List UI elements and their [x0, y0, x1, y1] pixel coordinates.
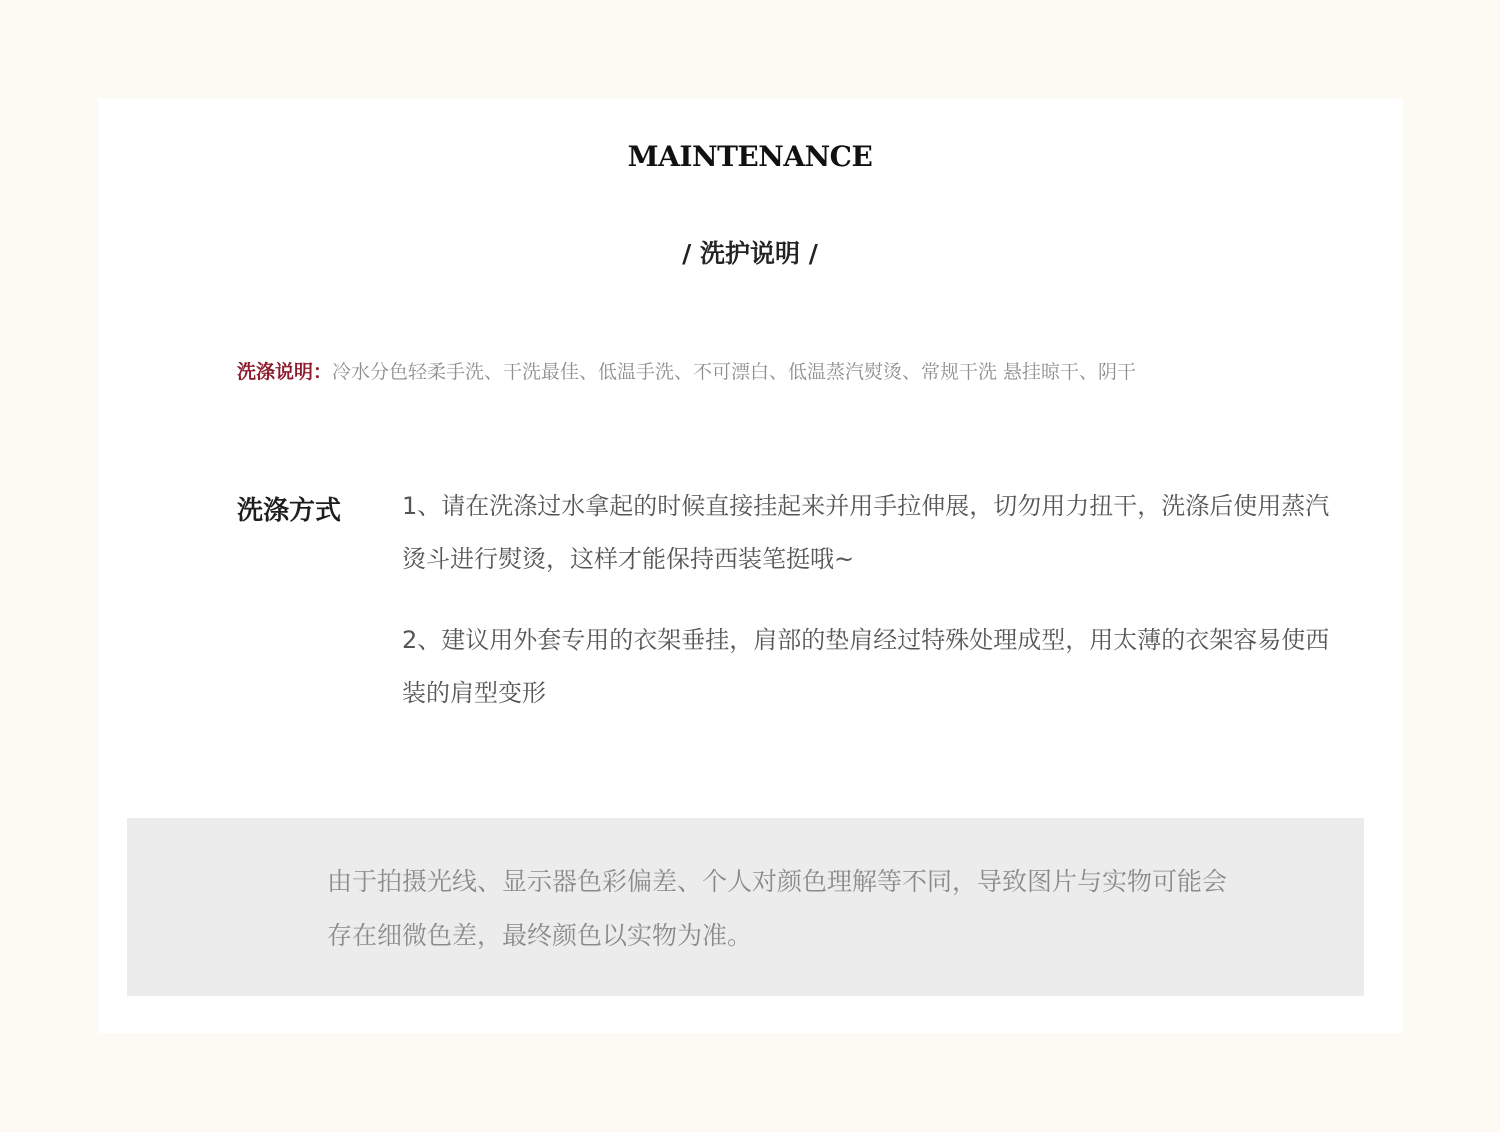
- wash-method-item: 2、建议用外套专用的衣架垂挂，肩部的垫肩经过特殊处理成型，用太薄的衣架容易使西装的肩型变形: [402, 626, 1330, 707]
- page-subtitle: / 洗护说明 /: [682, 239, 818, 268]
- color-disclaimer-box: [127, 818, 1364, 996]
- wash-instructions-text: 冷水分色轻柔手洗、干洗最佳、低温手洗、不可漂白、低温蒸汽熨烫、常规干洗 悬挂晾干、阴干: [332, 361, 1137, 383]
- wash-instructions: [237, 352, 1177, 392]
- wash-instructions-label: 洗涤说明：: [237, 361, 333, 383]
- page-title: MAINTENANCE: [627, 140, 873, 173]
- wash-method-label: 洗涤方式: [237, 496, 342, 526]
- color-disclaimer-text: 由于拍摄光线、显示器色彩偏差、个人对颜色理解等不同，导致图片与实物可能会存在细微色差，最终颜色以实物为准。: [327, 867, 1228, 950]
- wash-method-item: 1、请在洗涤过水拿起的时候直接挂起来并用手拉伸展，切勿用力扭干，洗涤后使用蒸汽烫斗进行熨烫，这样才能保持西装笔挺哦~: [402, 492, 1330, 573]
